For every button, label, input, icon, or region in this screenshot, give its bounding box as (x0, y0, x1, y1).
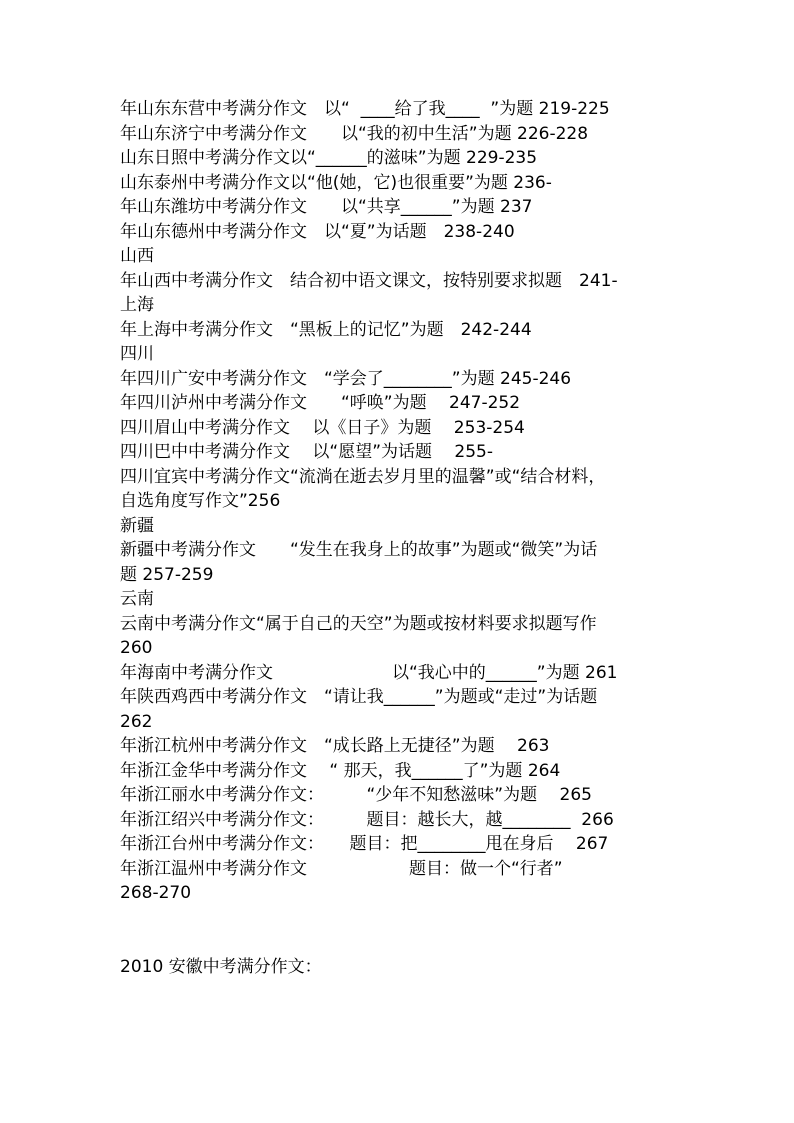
text-line: 年四川广安中考满分作文 “学会了________”为题 245-246 (120, 368, 572, 389)
text-line: 四川宜宾中考满分作文“流淌在逝去岁月里的温馨”或“结合材料， (120, 466, 606, 487)
text-line: 四川巴中中考满分作文 以“愿望”为话题 255- (120, 442, 494, 462)
section-heading-shanghai: 上海 (120, 295, 154, 315)
section-heading-yunnan: 云南 (120, 589, 154, 609)
text-line: 年山西中考满分作文 结合初中语文课文，按特别要求拟题 241- (120, 270, 618, 291)
text-line: 年浙江温州中考满分作文 题目：做一个“行者” (120, 858, 563, 879)
text-line: 年浙江丽水中考满分作文： “少年不知愁滋味”为题 265 (120, 785, 592, 805)
text-line: 题 257-259 (120, 564, 214, 585)
section-heading-shanxi: 山西 (120, 246, 154, 266)
section-heading-sichuan: 四川 (120, 344, 154, 364)
text-line: 262 (120, 711, 153, 732)
text-line: 年浙江绍兴中考满分作文： 题目：越长大，越________ 266 (120, 809, 614, 830)
text-line: 新疆中考满分作文 “发生在我身上的故事”为题或“微笑”为话 (120, 540, 598, 560)
text-line: 四川眉山中考满分作文 以《日子》为题 253-254 (120, 417, 525, 438)
text-line: 年浙江台州中考满分作文： 题目：把________甩在身后 267 (120, 834, 609, 854)
text-line: 268-270 (120, 883, 192, 903)
text-line: 年山东东营中考满分作文 以“ ____给了我____ ”为题 219-225 (120, 99, 610, 119)
section-heading-xinjiang: 新疆 (120, 515, 154, 536)
text-line: 年海南中考满分作文 以“我心中的______”为题 261 (120, 662, 618, 683)
text-line: 山东泰州中考满分作文以“他(她，它)也很重要”为题 236- (120, 172, 552, 193)
footer-heading: 2010 安徽中考满分作文： (120, 956, 322, 977)
text-line: 年陕西鸡西中考满分作文 “请让我______”为题或“走过”为话题 (120, 687, 598, 707)
text-line: 年山东德州中考满分作文 以“夏”为话题 238-240 (120, 221, 515, 242)
text-line: 年四川泸州中考满分作文 “呼唤”为题 247-252 (120, 393, 521, 413)
text-line: 260 (120, 638, 153, 658)
text-line: 年山东济宁中考满分作文 以“我的初中生活”为题 226-228 (120, 123, 589, 144)
text-line: 年山东潍坊中考满分作文 以“共享______”为题 237 (120, 197, 533, 217)
paragraph-spacer (120, 906, 720, 955)
text-line: 山东日照中考满分作文以“______的滋味”为题 229-235 (120, 148, 538, 168)
text-line: 年上海中考满分作文 “黑板上的记忆”为题 242-244 (120, 319, 532, 340)
text-line: 云南中考满分作文“属于自己的天空”为题或按材料要求拟题写作 (120, 613, 597, 634)
document-body (120, 97, 720, 979)
text-line: 自选角度写作文”256 (120, 491, 281, 511)
text-line: 年浙江杭州中考满分作文 “成长路上无捷径”为题 263 (120, 736, 550, 756)
text-line: 年浙江金华中考满分作文 “ 那天，我______了”为题 264 (120, 760, 561, 781)
